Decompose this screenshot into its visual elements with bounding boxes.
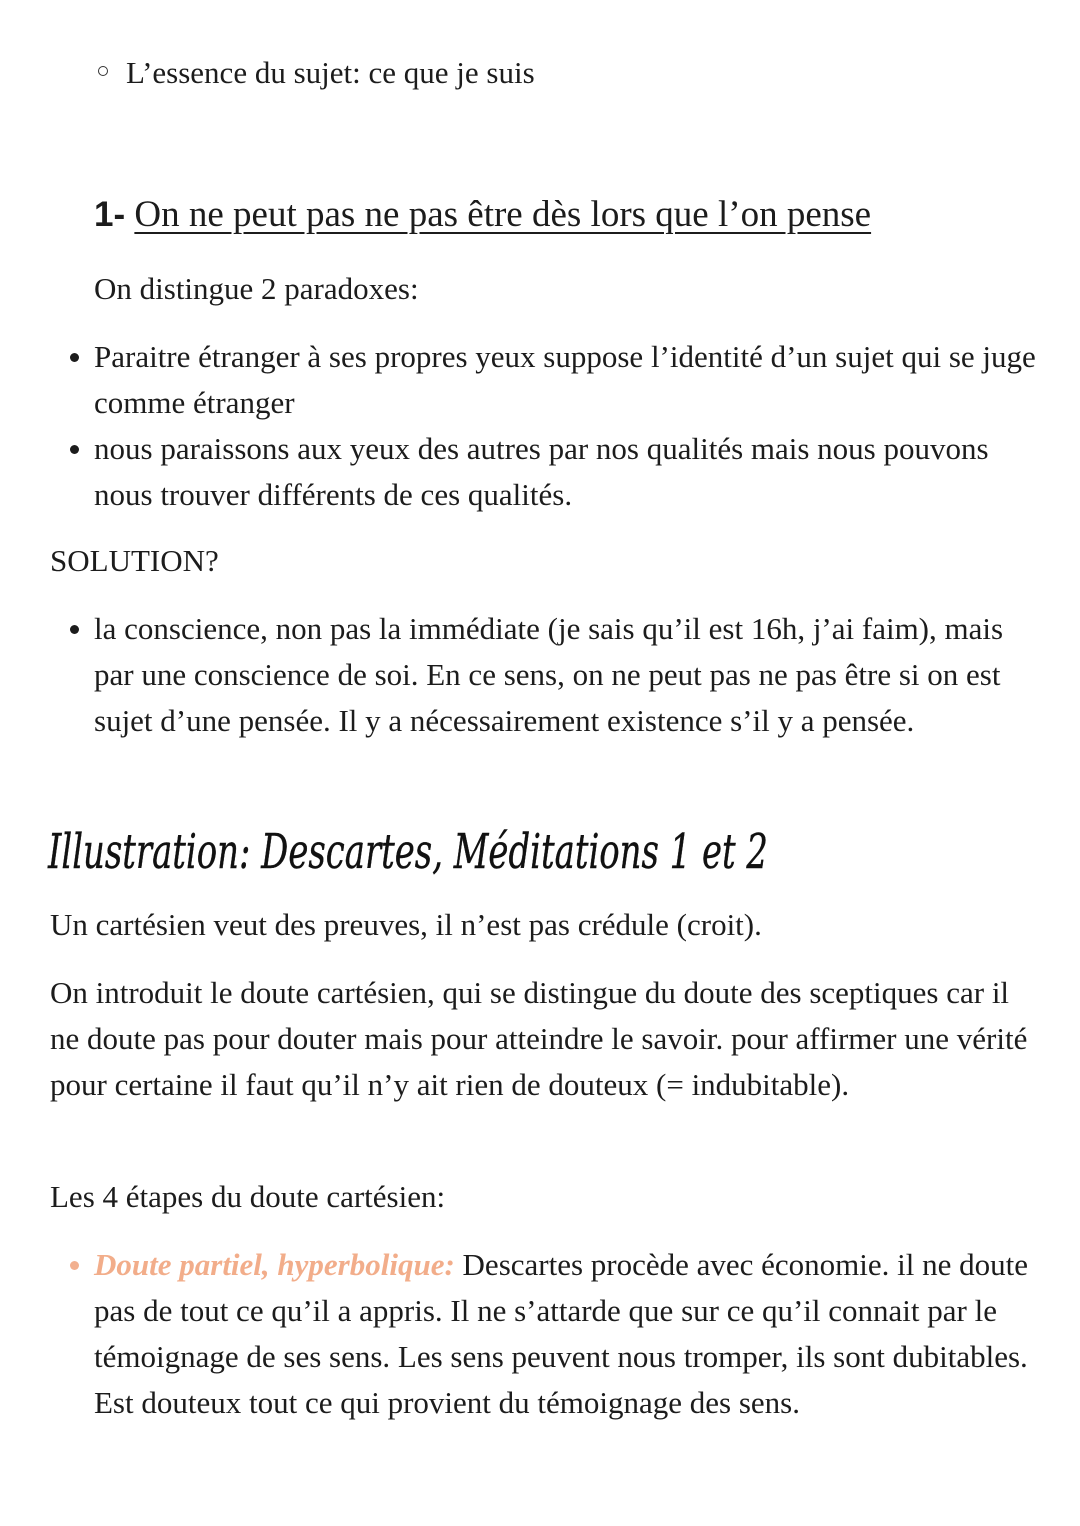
bullet-dot-icon: [70, 353, 79, 362]
list-item: [50, 426, 1040, 518]
intro-text: On distingue 2 paradoxes:: [94, 271, 419, 306]
solution-list: [50, 606, 1040, 744]
solution-text: la conscience, non pas la immédiate (je sais qu’il est 16h, j’ai faim), mais par une conscience de soi. En ce sens, on ne peut pas ne pas être si on est sujet d’une pensée. Il y a nécessairement existence s’il y a pensée.: [94, 611, 1004, 738]
solution-label: SOLUTION?: [50, 543, 219, 578]
paradox-text: Paraitre étranger à ses propres yeux suppose l’identité d’un sujet qui se juge comme étranger: [94, 339, 1036, 420]
paradox-text: nous paraissons aux yeux des autres par nos qualités mais nous pouvons nous trouver différents de ces qualités.: [94, 431, 989, 512]
hollow-bullet-icon: [98, 66, 108, 76]
bullet-dot-icon: [70, 445, 79, 454]
list-item: [50, 334, 1040, 426]
illustration-text: Illustration: Descartes, Méditations 1 et 2: [47, 824, 769, 880]
bullet-dot-icon: [70, 625, 79, 634]
step-label: Doute partiel, hyperbolique:: [94, 1247, 455, 1282]
illustration-heading: [48, 806, 808, 898]
paragraph: Les 4 étapes du doute cartésien:: [50, 1179, 446, 1214]
steps-list: [50, 1242, 1040, 1426]
section-number: 1-: [94, 195, 126, 234]
paragraph: Un cartésien veut des preuves, il n’est pas crédule (croit).: [50, 907, 762, 942]
bullet-dot-icon: [70, 1261, 79, 1270]
section-title: On ne peut pas ne pas être dès lors que l’on pense: [134, 194, 872, 235]
paragraph: On introduit le doute cartésien, qui se distingue du doute des sceptiques car il ne doute pas pour douter mais pour atteindre le savoir. pour affirmer une vérité pour certaine il faut qu’il n’y ait rien de douteux (= indubitable).: [50, 975, 1028, 1102]
list-item: [50, 1242, 1040, 1426]
sub-list-item: L’essence du sujet: ce que je suis: [126, 55, 535, 90]
list-item: [50, 606, 1040, 744]
section-heading: [94, 188, 871, 242]
paradox-list: [50, 334, 1040, 518]
step-text: Descartes procède avec économie. il ne doute pas de tout ce qu’il a appris. Il ne s’attarde que sur ce qu’il connait par le témoignage de ses sens. Les sens peuvent nous tromper, ils sont dubitables. Est douteux tout ce qui provient du témoignage des sens.: [94, 1247, 1029, 1420]
